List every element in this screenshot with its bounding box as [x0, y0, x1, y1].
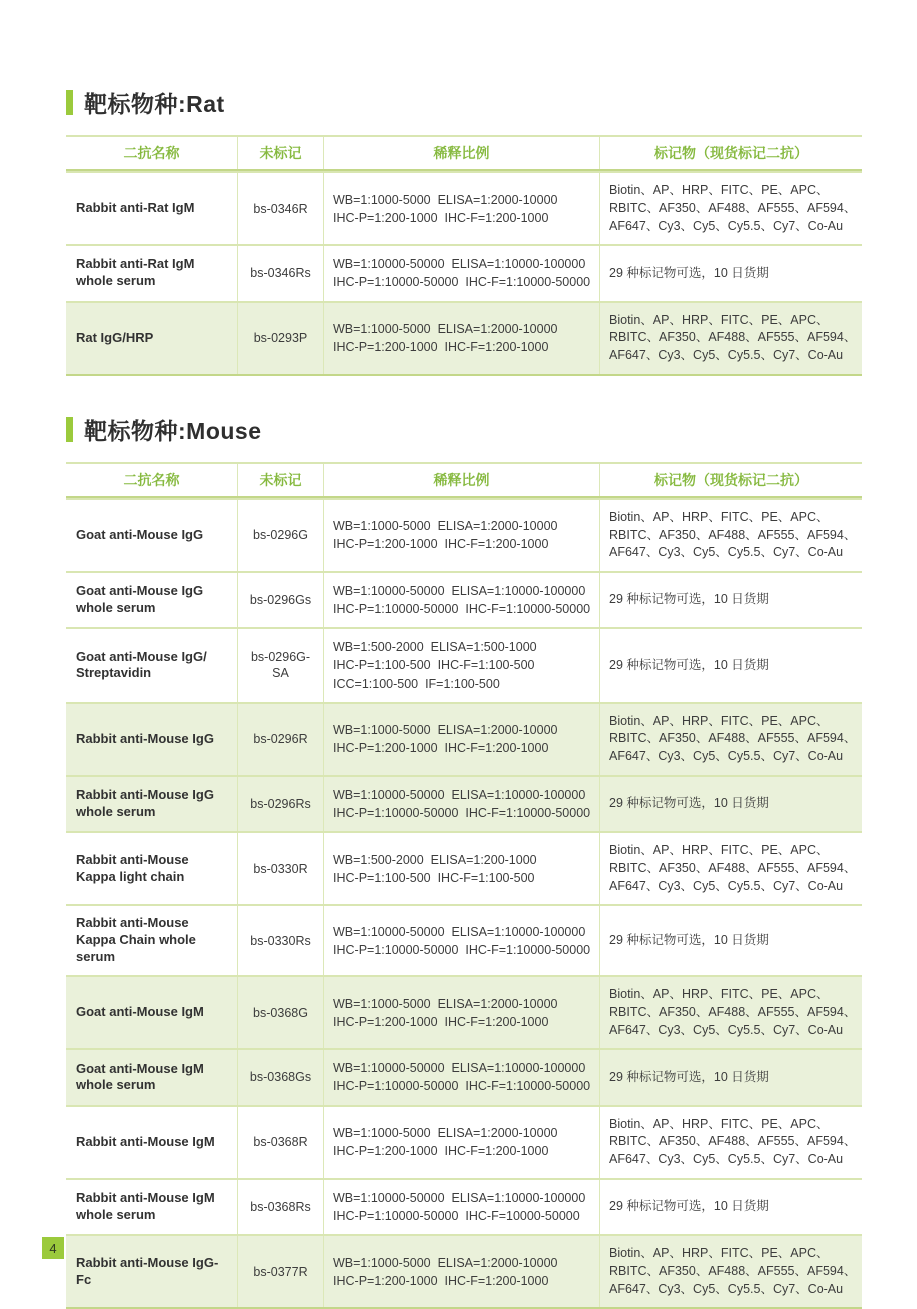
dilution-line: WB=1:1000-5000 ELISA=1:2000-10000: [333, 723, 558, 738]
dilution-ratios: [333, 320, 557, 356]
conjugate-labels-cell: [599, 704, 862, 775]
dilution-ratios: [333, 191, 557, 227]
dilution-line: IHC-P=1:100-500 IHC-F=1:100-500: [333, 658, 535, 673]
conjugate-labels: 29 种标记物可选，10 日货期: [609, 1069, 769, 1084]
column-header: [599, 464, 862, 496]
catalog-code: bs-0330Rs: [250, 933, 311, 948]
antibody-name-cell: [66, 1107, 237, 1178]
conjugate-labels: 29 种标记物可选，10 日货期: [609, 592, 769, 607]
dilution-line: IHC-P=1:10000-50000 IHC-F=1:10000-50000: [333, 602, 591, 617]
antibody-name: Rabbit anti-Mouse Kappa light chain: [76, 851, 189, 884]
antibody-name: Rabbit anti-Mouse IgG whole serum: [76, 787, 214, 819]
dilution-line: WB=1:1000-5000 ELISA=1:2000-10000: [333, 1255, 558, 1270]
catalog-code-cell: [237, 303, 323, 374]
dilution-line: IHC-P=1:10000-50000 IHC-F=1:10000-50000: [333, 1079, 591, 1094]
dilution-line: WB=1:500-2000 ELISA=1:500-1000: [333, 640, 537, 655]
table-row: [66, 831, 862, 904]
catalog-code: bs-0346R: [253, 201, 308, 216]
conjugate-labels-cell: [599, 246, 862, 300]
column-header-label: 稀释比例: [433, 471, 490, 488]
dilution-line: WB=1:10000-50000 ELISA=1:10000-100000: [333, 1061, 586, 1076]
antibody-name: Goat anti-Mouse IgM whole serum: [76, 1060, 204, 1093]
conjugate-labels-cell: [599, 977, 862, 1048]
catalog-code-cell: [237, 833, 323, 904]
dilution-ratios: [333, 923, 590, 959]
dilution-ratios: [333, 255, 590, 291]
dilution-ratios: [333, 1124, 557, 1160]
table-row: [66, 975, 862, 1048]
catalog-code: bs-0368Gs: [249, 1070, 312, 1085]
antibody-table: [66, 462, 862, 1309]
section-rat: [66, 86, 862, 376]
catalog-code-cell: [237, 704, 323, 775]
antibody-name: Goat anti-Mouse IgG/ Streptavidin: [76, 648, 207, 681]
dilution-line: WB=1:1000-5000 ELISA=1:2000-10000: [333, 996, 558, 1011]
conjugate-labels: Biotin、AP、HRP、FITC、PE、APC、RBITC、AF350、AF488、AF555、AF594、AF647、Cy3、Cy5、Cy5.5、Cy7、Co-Au: [609, 183, 857, 233]
dilution-line: WB=1:1000-5000 ELISA=1:2000-10000: [333, 322, 558, 336]
dilution-line: WB=1:10000-50000 ELISA=1:10000-100000: [333, 924, 586, 939]
antibody-name-cell: [66, 173, 237, 244]
catalog-code-cell: [237, 977, 323, 1048]
column-header: [599, 137, 862, 169]
catalog-code-cell: [237, 500, 323, 571]
catalog-code: bs-0296Rs: [250, 796, 311, 811]
table-row: [66, 571, 862, 627]
dilution-cell: [323, 629, 599, 701]
dilution-cell: [323, 977, 599, 1048]
catalog-code: bs-0293P: [253, 331, 308, 345]
catalog-code: bs-0296Gs: [249, 593, 312, 607]
section-title-text: 靶标物种:Mouse: [84, 417, 262, 444]
conjugate-labels: Biotin、AP、HRP、FITC、PE、APC、RBITC、AF350、AF488、AF555、AF594、AF647、Cy3、Cy5、Cy5.5、Cy7、Co-Au: [609, 987, 857, 1037]
column-header-label: 二抗名称: [123, 145, 180, 161]
dilution-cell: [323, 1180, 599, 1234]
table-row: [66, 904, 862, 975]
conjugate-labels: 29 种标记物可选，10 日货期: [609, 796, 769, 811]
dilution-line: IHC-P=1:10000-50000 IHC-F=1:10000-50000: [333, 275, 591, 290]
table-row: [66, 498, 862, 571]
title-accent-bar: [66, 417, 73, 442]
dilution-line: IHC-P=1:10000-50000 IHC-F=1:10000-50000: [333, 806, 591, 820]
dilution-ratios: [333, 786, 590, 822]
dilution-line: IHC-P=1:10000-50000 IHC-F=1:10000-50000: [333, 942, 591, 957]
column-header: [237, 137, 323, 169]
catalog-code: bs-0346Rs: [250, 266, 311, 281]
antibody-name-cell: [66, 246, 237, 300]
table-row: [66, 301, 862, 374]
dilution-ratios: [333, 638, 537, 692]
dilution-cell: [323, 573, 599, 627]
antibody-name-cell: [66, 629, 237, 701]
catalog-code: bs-0330R: [253, 861, 308, 876]
dilution-ratios: [333, 582, 590, 618]
conjugate-labels: Biotin、AP、HRP、FITC、PE、APC、RBITC、AF350、AF488、AF555、AF594、AF647、Cy3、Cy5、Cy5.5、Cy7、Co-Au: [609, 509, 857, 560]
dilution-line: IHC-P=1:200-1000 IHC-F=1:200-1000: [333, 1273, 549, 1288]
conjugate-labels-cell: [599, 303, 862, 374]
antibody-name-cell: [66, 500, 237, 571]
dilution-ratios: [333, 1189, 585, 1225]
dilution-line: IHC-P=1:100-500 IHC-F=1:100-500: [333, 870, 535, 885]
table-header-row: [66, 135, 862, 171]
dilution-line: IHC-P=1:200-1000 IHC-F=1:200-1000: [333, 340, 549, 355]
table-row: [66, 1105, 862, 1178]
antibody-name-cell: [66, 303, 237, 374]
dilution-line: IHC-P=1:10000-50000 IHC-F=10000-50000: [333, 1208, 580, 1223]
conjugate-labels: 29 种标记物可选，10 日货期: [609, 657, 769, 672]
conjugate-labels-cell: [599, 573, 862, 627]
dilution-cell: [323, 704, 599, 775]
column-header: [66, 464, 237, 496]
table-row: [66, 627, 862, 701]
dilution-line: IHC-P=1:200-1000 IHC-F=1:200-1000: [333, 1144, 549, 1159]
dilution-cell: [323, 246, 599, 300]
antibody-name: Rabbit anti-Rat IgM: [76, 200, 195, 216]
dilution-cell: [323, 1236, 599, 1307]
catalog-code-cell: [237, 573, 323, 627]
column-header-label: 未标记: [259, 145, 302, 161]
dilution-line: IHC-P=1:200-1000 IHC-F=1:200-1000: [333, 741, 549, 756]
dilution-ratios: [333, 721, 557, 757]
dilution-line: WB=1:500-2000 ELISA=1:200-1000: [333, 852, 537, 867]
dilution-cell: [323, 1050, 599, 1104]
catalog-code-cell: [237, 777, 323, 831]
conjugate-labels: 29 种标记物可选，10 日货期: [609, 1199, 769, 1214]
antibody-name: Goat anti-Mouse IgG: [76, 526, 204, 542]
conjugate-labels: Biotin、AP、HRP、FITC、PE、APC、RBITC、AF350、AF488、AF555、AF594、AF647、Cy3、Cy5、Cy5.5、Cy7、Co-Au: [609, 843, 857, 893]
dilution-line: IHC-P=1:200-1000 IHC-F=1:200-1000: [333, 537, 549, 552]
antibody-name-cell: [66, 1236, 237, 1307]
dilution-cell: [323, 500, 599, 571]
catalog-code-cell: [237, 1050, 323, 1104]
conjugate-labels-cell: [599, 1236, 862, 1307]
column-header-label: 稀释比例: [433, 145, 490, 161]
table-row: [66, 775, 862, 831]
conjugate-labels: Biotin、AP、HRP、FITC、PE、APC、RBITC、AF350、AF488、AF555、AF594、AF647、Cy3、Cy5、Cy5.5、Cy7、Co-Au: [609, 1246, 857, 1296]
column-header-label: 标记物（现货标记二抗）: [654, 145, 808, 161]
dilution-ratios: [333, 1254, 557, 1290]
antibody-name-cell: [66, 1050, 237, 1104]
dilution-line: WB=1:10000-50000 ELISA=1:10000-100000: [333, 787, 586, 802]
catalog-code-cell: [237, 173, 323, 244]
dilution-cell: [323, 303, 599, 374]
conjugate-labels: 29 种标记物可选，10 日货期: [609, 265, 769, 280]
dilution-line: WB=1:1000-5000 ELISA=1:2000-10000: [333, 519, 558, 534]
dilution-line: WB=1:1000-5000 ELISA=1:2000-10000: [333, 192, 558, 207]
dilution-line: ICC=1:100-500 IF=1:100-500: [333, 676, 500, 691]
catalog-code: bs-0368G: [253, 1005, 308, 1020]
dilution-cell: [323, 1107, 599, 1178]
antibody-name: Rabbit anti-Mouse IgG-Fc: [76, 1254, 219, 1287]
table-row: [66, 1048, 862, 1104]
section-title: [66, 86, 862, 119]
antibody-name: Rat IgG/HRP: [76, 329, 154, 345]
dilution-line: WB=1:10000-50000 ELISA=1:10000-100000: [333, 257, 586, 272]
column-header: [237, 464, 323, 496]
table-row: [66, 244, 862, 300]
catalog-code-cell: [237, 906, 323, 975]
dilution-line: IHC-P=1:200-1000 IHC-F=1:200-1000: [333, 210, 549, 225]
column-header: [323, 137, 599, 169]
conjugate-labels: Biotin、AP、HRP、FITC、PE、APC、RBITC、AF350、AF488、AF555、AF594、AF647、Cy3、Cy5、Cy5.5、Cy7、Co-Au: [609, 713, 857, 764]
dilution-ratios: [333, 995, 557, 1031]
antibody-name-cell: [66, 704, 237, 775]
table-row: [66, 702, 862, 775]
conjugate-labels: 29 种标记物可选，10 日货期: [609, 932, 769, 947]
antibody-name: Rabbit anti-Mouse IgM whole serum: [76, 1190, 215, 1222]
conjugate-labels-cell: [599, 1107, 862, 1178]
antibody-name-cell: [66, 573, 237, 627]
catalog-page: [66, 86, 862, 1309]
dilution-line: WB=1:1000-5000 ELISA=1:2000-10000: [333, 1126, 558, 1141]
dilution-ratios: [333, 517, 557, 553]
dilution-line: WB=1:10000-50000 ELISA=1:10000-100000: [333, 1190, 586, 1205]
column-header-label: 二抗名称: [123, 471, 180, 488]
section-title: [66, 413, 862, 446]
dilution-line: WB=1:10000-50000 ELISA=1:10000-100000: [333, 584, 586, 598]
conjugate-labels-cell: [599, 629, 862, 701]
conjugate-labels-cell: [599, 500, 862, 571]
antibody-name: Rabbit anti-Mouse IgM: [76, 1133, 215, 1149]
section-title-text: 靶标物种:Rat: [84, 91, 225, 117]
catalog-code-cell: [237, 246, 323, 300]
catalog-code-cell: [237, 1236, 323, 1307]
dilution-line: IHC-P=1:200-1000 IHC-F=1:200-1000: [333, 1014, 549, 1029]
title-accent-bar: [66, 90, 73, 115]
conjugate-labels-cell: [599, 173, 862, 244]
antibody-name: Rabbit anti-Rat IgM whole serum: [76, 256, 195, 289]
conjugate-labels-cell: [599, 1180, 862, 1234]
antibody-name-cell: [66, 1180, 237, 1234]
catalog-code-cell: [237, 629, 323, 701]
table-body: [66, 498, 862, 1308]
table-body: [66, 171, 862, 374]
dilution-cell: [323, 833, 599, 904]
conjugate-labels-cell: [599, 833, 862, 904]
antibody-name-cell: [66, 777, 237, 831]
section-mouse: [66, 413, 862, 1309]
dilution-cell: [323, 173, 599, 244]
column-header-label: 未标记: [259, 471, 302, 488]
antibody-table: [66, 135, 862, 376]
dilution-ratios: [333, 851, 537, 887]
table-row: [66, 1178, 862, 1234]
dilution-ratios: [333, 1059, 590, 1095]
conjugate-labels-cell: [599, 906, 862, 975]
catalog-code-cell: [237, 1107, 323, 1178]
conjugate-labels-cell: [599, 777, 862, 831]
catalog-code: bs-0296R: [253, 732, 308, 747]
catalog-code: bs-0377R: [253, 1264, 308, 1279]
table-row: [66, 1234, 862, 1307]
dilution-cell: [323, 906, 599, 975]
table-row: [66, 171, 862, 244]
page-number-badge: 4: [42, 1237, 64, 1259]
antibody-name: Rabbit anti-Mouse IgG: [76, 730, 214, 746]
catalog-code: bs-0368Rs: [250, 1199, 311, 1214]
column-header: [66, 137, 237, 169]
catalog-code: bs-0296G: [253, 528, 308, 543]
column-header-label: 标记物（现货标记二抗）: [654, 471, 808, 488]
dilution-cell: [323, 777, 599, 831]
catalog-code-cell: [237, 1180, 323, 1234]
catalog-code: bs-0368R: [253, 1135, 308, 1150]
antibody-name: Goat anti-Mouse IgM: [76, 1004, 204, 1020]
conjugate-labels: Biotin、AP、HRP、FITC、PE、APC、RBITC、AF350、AF488、AF555、AF594、AF647、Cy3、Cy5、Cy5.5、Cy7、Co-Au: [609, 312, 857, 362]
table-header-row: [66, 462, 862, 498]
catalog-code: bs-0296G- SA: [250, 650, 311, 681]
antibody-name-cell: [66, 906, 237, 975]
antibody-name: Rabbit anti-Mouse Kappa Chain whole serum: [76, 915, 196, 965]
antibody-name-cell: [66, 977, 237, 1048]
conjugate-labels: Biotin、AP、HRP、FITC、PE、APC、RBITC、AF350、AF488、AF555、AF594、AF647、Cy3、Cy5、Cy5.5、Cy7、Co-Au: [609, 1116, 857, 1167]
column-header: [323, 464, 599, 496]
antibody-name-cell: [66, 833, 237, 904]
antibody-name: Goat anti-Mouse IgG whole serum: [76, 583, 204, 616]
conjugate-labels-cell: [599, 1050, 862, 1104]
